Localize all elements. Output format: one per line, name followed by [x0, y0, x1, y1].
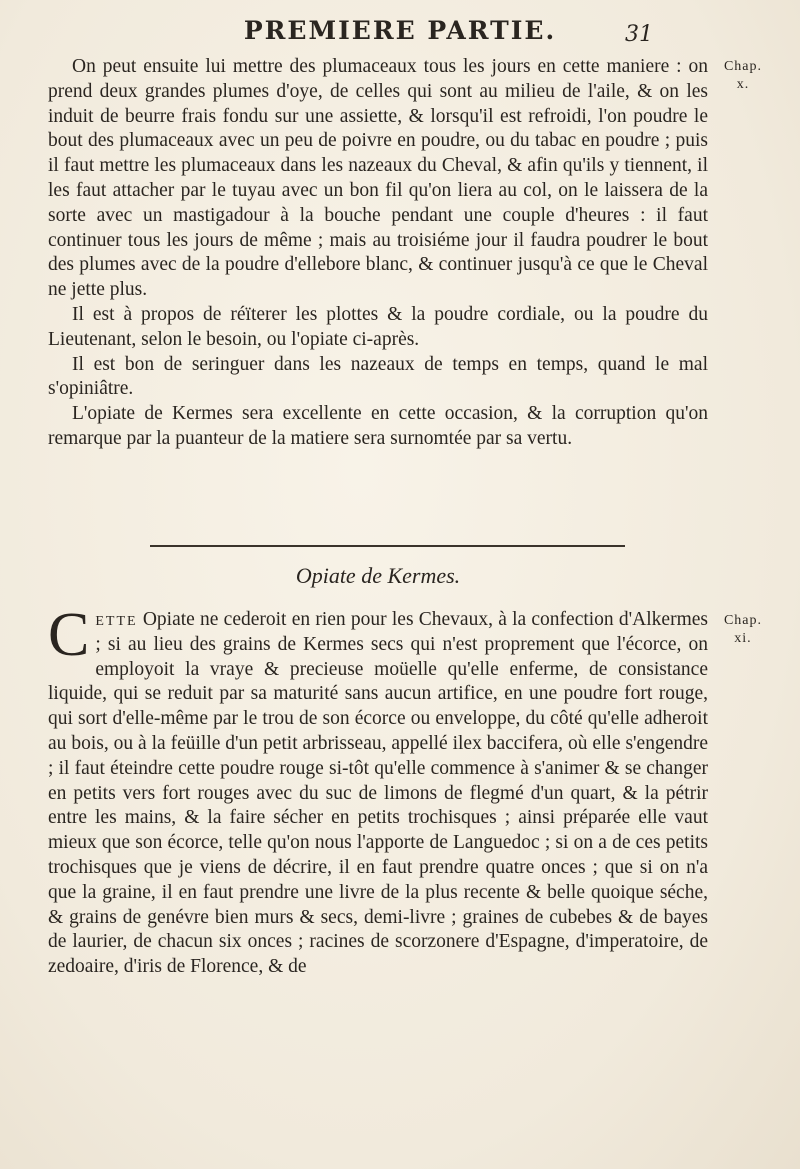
running-header: PREMIERE PARTIE.	[243, 16, 557, 45]
margin-note-chap-x	[713, 58, 773, 94]
section-divider	[150, 545, 625, 547]
paragraph	[48, 601, 708, 980]
section-1-text	[48, 55, 708, 452]
paragraph: On peut ensuite lui mettre des plumaceaux tous les jours en cette maniere : on prend deux grandes plumes d'oye, de celles qui sont au milieu de l'aile, & on les induit de beurre frais fondu sur une assiette, & lorsqu'il est refroidi, l'on poudre le bout des plumaceaux avec un peu de poivre en poudre, ou du tabac en poudre ; puis il faut mettre les plumaceaux dans les nazeaux du Cheval, & afin qu'ils y tiennent, il les faut attacher par le tuyau avec un bon fil qu'on liera au col, on le laissera de la sorte avec un mastigadour à la bouche pendant une couple d'heures : il faut continuer tous les jours de même ; mais au troisiéme jour il faudra poudrer le bout des plumes avec de la poudre d'ellebore blanc, & continuer jusqu'à ce que le Cheval ne jette plus.	[48, 56, 708, 301]
page-number: 31	[625, 22, 653, 47]
margin-note-label: Chap.	[723, 59, 763, 74]
margin-note-chap-xi	[713, 612, 773, 648]
margin-note-label: Chap.	[723, 613, 763, 628]
drop-cap: C	[48, 601, 90, 669]
margin-note-number: xi.	[734, 631, 752, 646]
first-word: ette	[95, 609, 138, 630]
paragraph: L'opiate de Kermes sera excellente en cette occasion, & la corruption qu'on remarque par la puanteur de la matiere sera surnomtée par sa vertu.	[48, 403, 708, 449]
paragraph: Il est bon de seringuer dans les nazeaux de temps en temps, quand le mal s'opiniâtre.	[48, 353, 708, 400]
section-title: Opiate de Kermes.	[295, 563, 461, 588]
margin-note-number: x.	[736, 77, 750, 92]
paragraph: Il est à propos de réïterer les plottes & la poudre cordiale, ou la poudre du Lieutenant, selon le besoin, ou l'opiate ci-après.	[48, 303, 708, 350]
section-2-text	[48, 601, 708, 980]
paragraph-body: Opiate ne cederoit en rien pour les Chevaux, à la confection d'Alkermes ; si au lieu des grains de Kermes secs qui n'est proprement que l'écorce, on employoit la vraye & precieuse moüelle qu'elle enferme, de consistance liquide, qui se reduit par sa maturité sans aucun artifice, en une poudre fort rouge, qui sort d'elle-même par le trou de son écorce ou enveloppe, du côté qu'elle adheroit au bois, ou à la feüille d'un petit arbrisseau, appellé ilex baccifera, où elle s'engendre ; il faut éteindre cette poudre rouge si-tôt qu'elle commence à s'animer & se changer en petits vers fort rouges avec du suc de limons de flegmé d'un quart, & la pétrir entre les mains, & la faire sécher en petits trochisques ; ainsi préparée elle vaut mieux que son écorce, telle qu'on nous l'apporte de Languedoc ; si on a de ces petits trochisques que je viens de décrire, il en faut prendre quatre onces ; que si on n'a que la graine, il en faut prendre une livre de la plus recente & belle quoique séche, & grains de genévre bien murs & secs, demi-livre ; graines de cubebes & de bayes de laurier, de chacun six onces ; racines de scorzonere d'Espagne, d'imperatoire, de zedoaire, d'iris de Florence, & de	[48, 609, 708, 978]
